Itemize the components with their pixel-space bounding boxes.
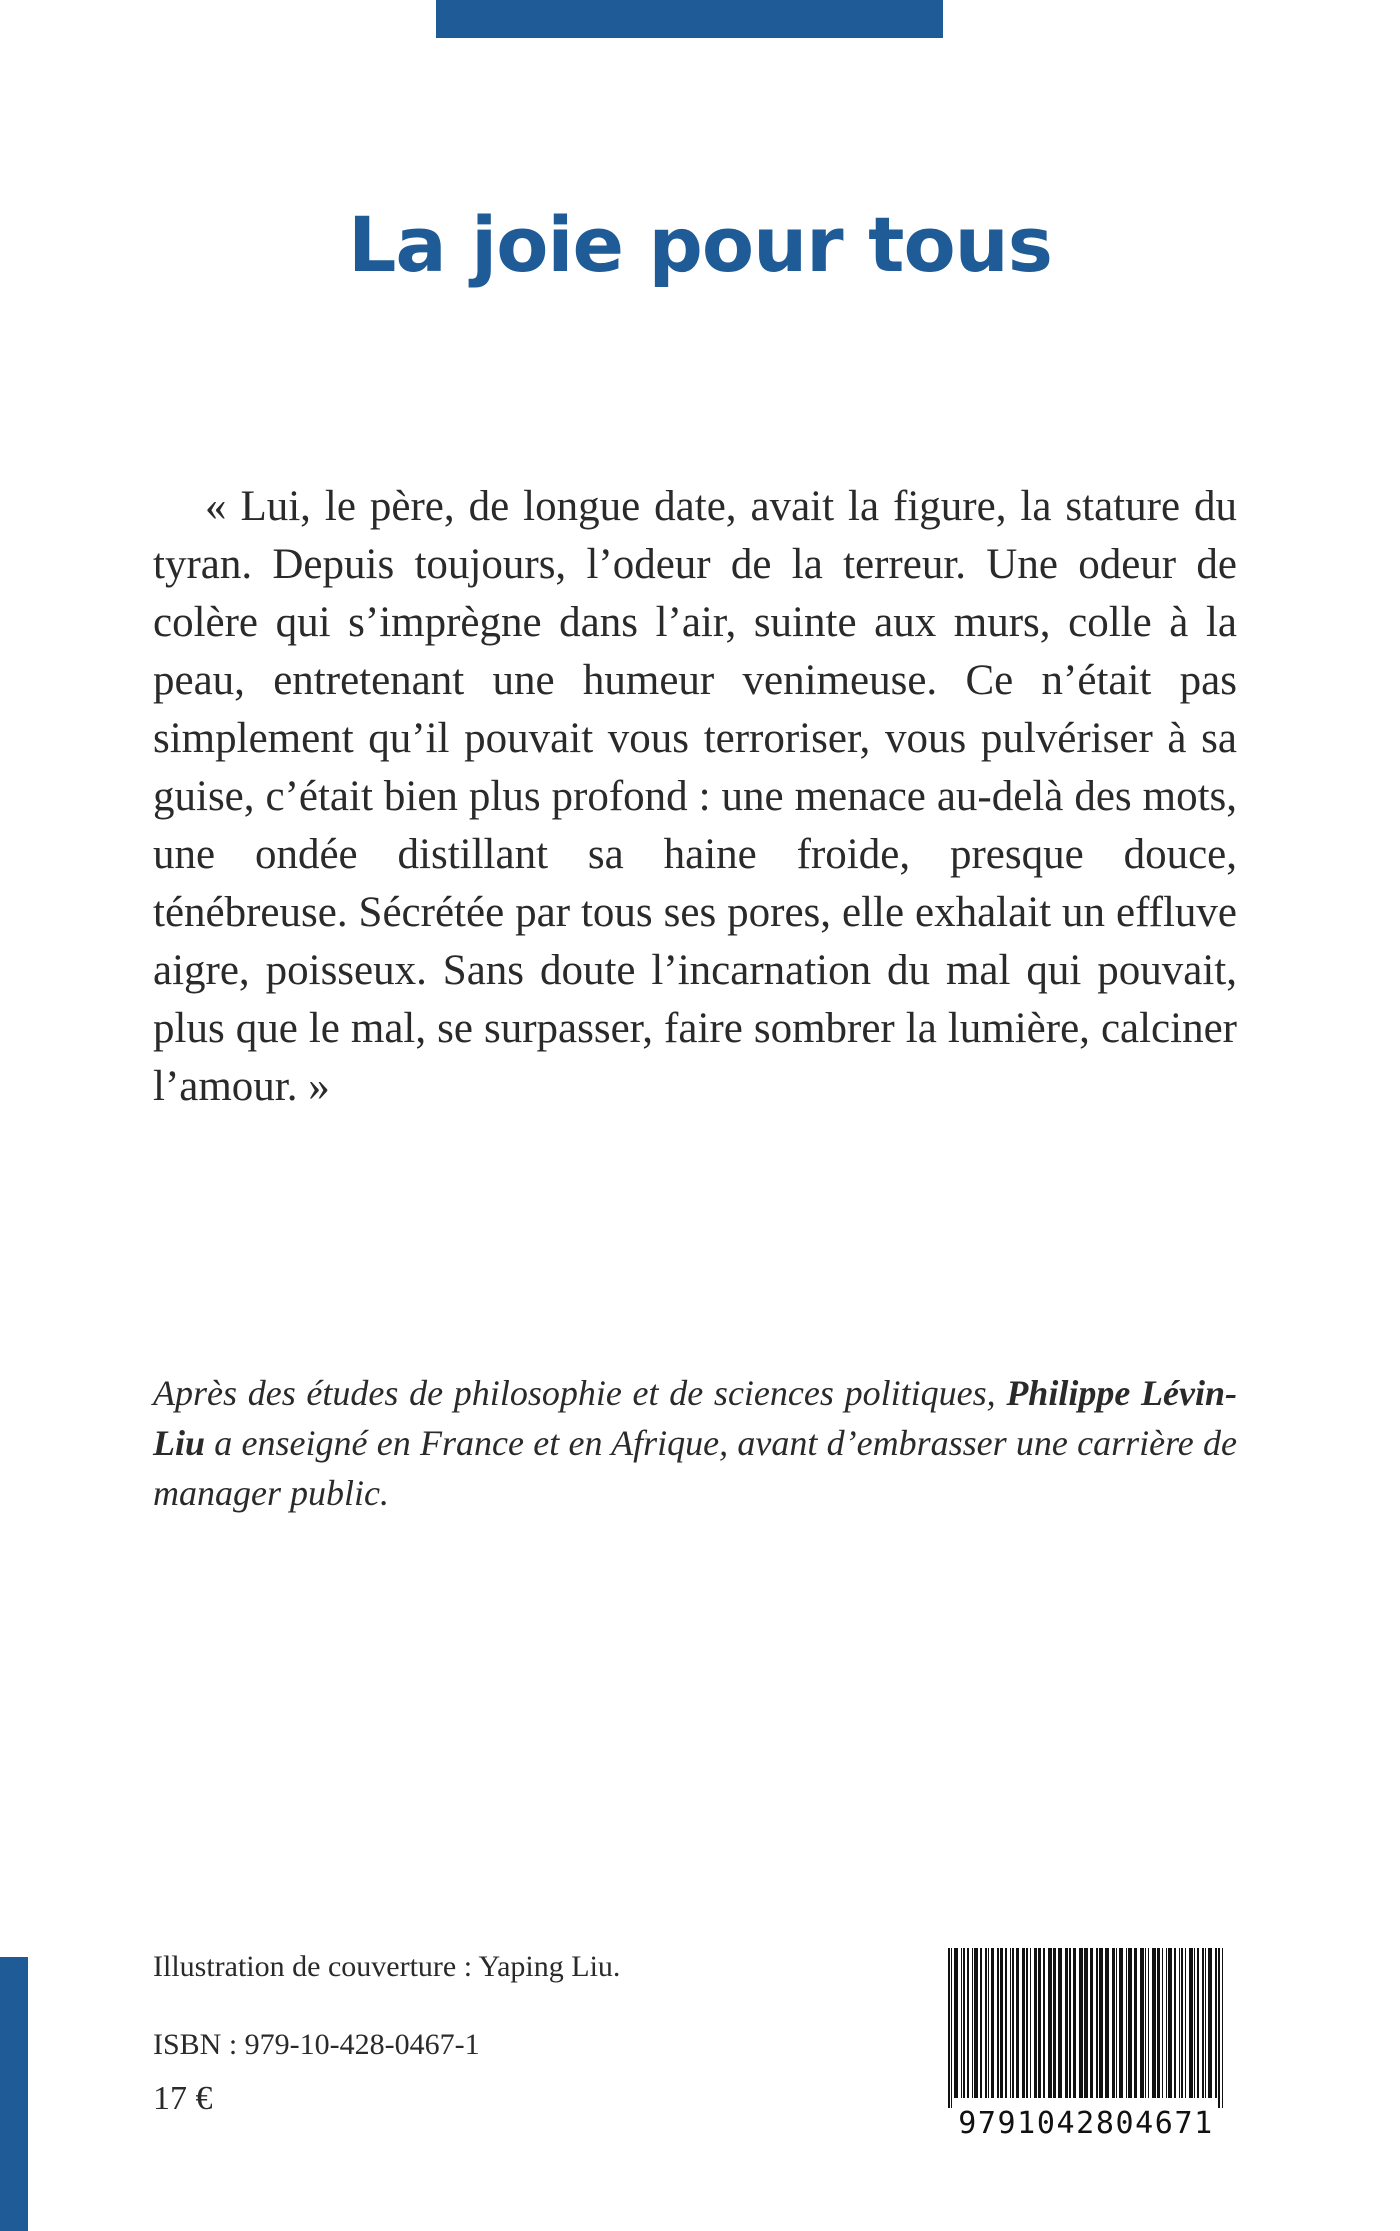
barcode-bar (1168, 1948, 1172, 2098)
barcode-bar (967, 1948, 969, 2098)
book-title: La joie pour tous (347, 200, 1053, 289)
barcode-bar (1197, 1948, 1199, 2098)
barcode-bar (1048, 1948, 1052, 2098)
barcode-bar (1185, 1948, 1186, 2098)
bio-text-end: a enseigné en France et en Afrique, avant d’embrasser une carrière de manager public. (153, 1423, 1237, 1513)
barcode-bar (1105, 1948, 1109, 2098)
barcode-bar (1053, 1948, 1056, 2098)
illustration-credit: Illustration de couverture : Yaping Liu. (153, 1950, 621, 1983)
barcode-bar (1005, 1948, 1007, 2098)
barcode-bar (1145, 1948, 1146, 2098)
barcode-bar (1058, 1948, 1062, 2098)
barcode-bar (954, 1948, 958, 2098)
barcode-bar (991, 1948, 994, 2098)
barcode-bar (1162, 1948, 1163, 2098)
barcode-bar (985, 1948, 987, 2098)
barcode-bar (961, 1948, 962, 2098)
barcode-bar (1090, 1948, 1093, 2098)
excerpt-quote: « Lui, le père, de longue date, avait la figure, la stature du tyran. Depuis toujours, l’odeur de la terreur. Une odeur de colère qui s’imprègne dans l’air, suinte aux murs, colle à la peau, entretenant une humeur venimeuse. Ce n’était pas simplement qu’il pouvait vous terroriser, vous pulvériser à sa guise, c’était bien plus profond : une menace au-delà des mots, une ondée distillant sa haine froide, presque douce, ténébreuse. Sécrétée par tous ses pores, elle exhalait un effluve aigre, poisseux. Sans doute l’incarnation du mal qui pouvait, plus que le mal, se surpasser, faire sombrer la lumière, calciner l’amour. » (153, 483, 1237, 1110)
barcode-bar (1010, 1948, 1011, 2098)
barcode-bar (1189, 1948, 1193, 2098)
barcode-bar (1202, 1948, 1204, 2098)
barcode-bar (1179, 1948, 1180, 2098)
barcode-bar (1043, 1948, 1045, 2098)
barcode-bar (1069, 1948, 1071, 2098)
barcode-bar (1128, 1948, 1132, 2098)
barcode-bar (1012, 1948, 1014, 2098)
isbn-number: ISBN : 979-10-428-0467-1 (153, 2028, 480, 2061)
barcode-bar (974, 1948, 978, 2098)
barcode-bar (1126, 1948, 1127, 2098)
author-name: Philippe Lévin-Liu (153, 1373, 1237, 1463)
barcode-bar (1030, 1948, 1031, 2098)
barcode-bar (1140, 1948, 1144, 2098)
barcode-bar (1096, 1948, 1098, 2098)
barcode-bar (1166, 1948, 1167, 2098)
barcode-bar (1016, 1948, 1019, 2098)
left-accent-bar (0, 1957, 28, 2231)
barcode-bar (1022, 1948, 1025, 2098)
barcode-bar (972, 1948, 973, 2098)
barcode-bar (1174, 1948, 1176, 2098)
barcode-bar (1157, 1948, 1160, 2098)
barcode-bar (1034, 1948, 1037, 2098)
barcode-bar (1084, 1948, 1088, 2098)
author-bio (153, 1368, 1237, 1518)
barcode-bar (1152, 1948, 1156, 2098)
barcode-bar (1215, 1948, 1217, 2098)
barcode-bar (980, 1948, 982, 2098)
barcode-bar (1208, 1948, 1212, 2098)
isbn-barcode (940, 1948, 1232, 2150)
price-label: 17 € (153, 2080, 213, 2117)
barcode-bar (1119, 1948, 1123, 2098)
barcode-bar (1026, 1948, 1028, 2098)
barcode-bar (988, 1948, 989, 2098)
top-accent-bar (436, 0, 943, 38)
barcode-digits: 9791042804671 (958, 2106, 1214, 2141)
barcode-bar (1194, 1948, 1195, 2098)
barcode-bar (1181, 1948, 1183, 2098)
barcode-bar (1079, 1948, 1083, 2098)
barcode-bar (1099, 1948, 1103, 2098)
barcode-bar (1222, 1948, 1223, 2108)
barcode-bar (1065, 1948, 1068, 2098)
barcode-bar (1148, 1948, 1149, 2098)
barcode-bar (1000, 1948, 1003, 2098)
barcode-bar (1205, 1948, 1206, 2098)
barcode-bar (1073, 1948, 1076, 2098)
barcode-bar (951, 1948, 952, 2108)
barcode-bar (948, 1948, 950, 2108)
barcode-bars (940, 1948, 1232, 2108)
barcode-bar (963, 1948, 965, 2098)
barcode-bar (1038, 1948, 1041, 2098)
barcode-bar (1116, 1948, 1117, 2098)
barcode-bar (1112, 1948, 1115, 2098)
barcode-bar (1218, 1948, 1220, 2108)
bio-text-start: Après des études de philosophie et de sciences politiques, (153, 1373, 1007, 1413)
barcode-bar (997, 1948, 999, 2098)
barcode-bar (1134, 1948, 1137, 2098)
